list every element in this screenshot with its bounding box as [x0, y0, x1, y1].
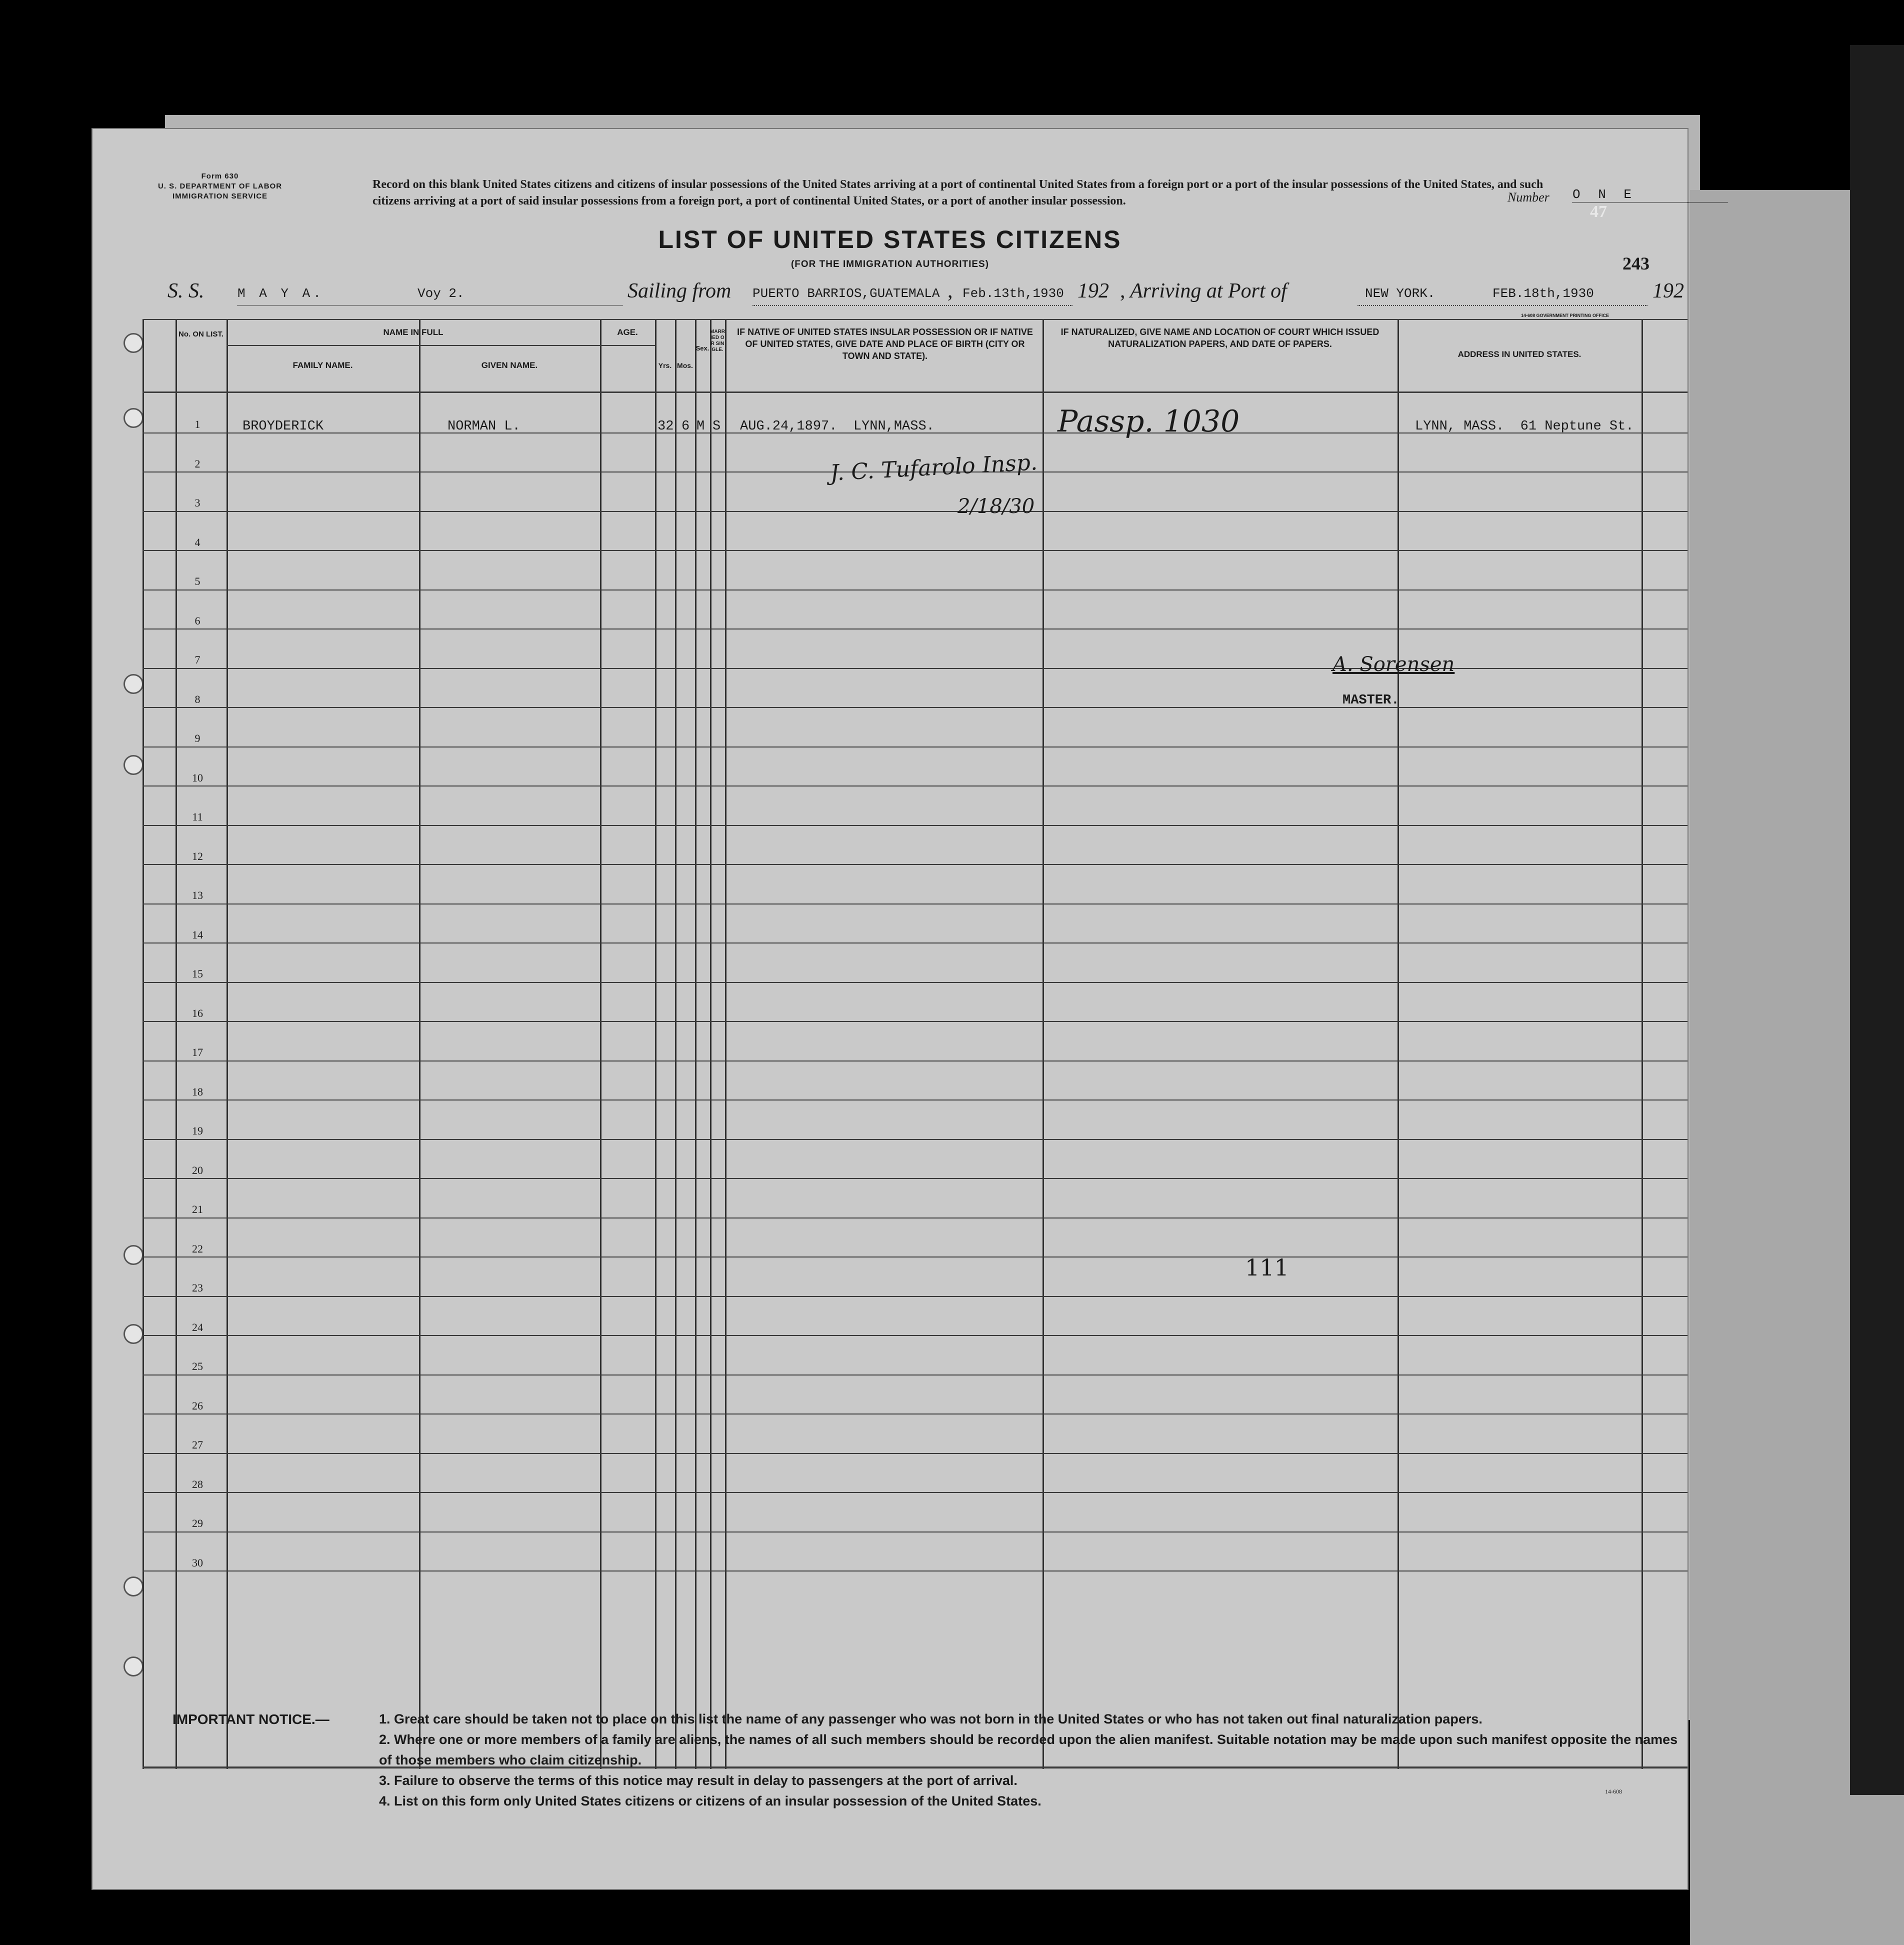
- row-line: [142, 1021, 1688, 1022]
- page-subtitle: (FOR THE IMMIGRATION AUTHORITIES): [790, 259, 990, 270]
- header-naturalized: IF NATURALIZED, GIVE NAME AND LOCATION OF COURT WHICH ISSUED NATURALIZATION PAPERS, AND DATE OF PAPERS.: [1060, 327, 1380, 349]
- row-number: 10: [192, 771, 203, 784]
- punch-hole: [124, 1324, 144, 1344]
- arriving-label: Arriving at Port of: [1130, 280, 1287, 302]
- row-number: 15: [192, 968, 203, 980]
- header-sex: Sex.: [696, 344, 710, 352]
- row-line: [142, 1453, 1688, 1454]
- row1-given-name: NORMAN L.: [448, 419, 520, 434]
- row-line: [142, 550, 1688, 551]
- row-number: 30: [192, 1556, 203, 1569]
- row-number: 21: [192, 1203, 203, 1216]
- inspector-signature: J. C. Tufarolo Insp.: [829, 450, 1038, 486]
- row1-naturalization: Passp. 1030: [1058, 404, 1240, 439]
- footer-code: 14-608: [1605, 1788, 1622, 1795]
- row-line: [142, 942, 1688, 944]
- sailing-label: Sailing from: [628, 280, 732, 302]
- row-number: 18: [192, 1085, 203, 1098]
- row-number: 7: [194, 654, 200, 666]
- manifest-table: [142, 313, 1688, 1769]
- row-line: [142, 1060, 1688, 1062]
- row1-marital: S: [712, 419, 721, 434]
- sailing-port: PUERTO BARRIOS,GUATEMALA: [752, 286, 940, 301]
- header-family-name: FAMILY NAME.: [292, 360, 353, 370]
- punch-hole: [124, 1656, 144, 1676]
- row1-family-name: BROYDERICK: [242, 419, 324, 434]
- row-number: 11: [192, 810, 203, 823]
- header-yrs: Yrs.: [658, 362, 672, 370]
- form-identifier: [152, 172, 288, 202]
- row-number: 13: [192, 889, 203, 902]
- sailing-dotted-line: [752, 305, 1072, 306]
- scan-border: [1850, 45, 1904, 1795]
- number-value: O N E: [1572, 187, 1728, 203]
- row-line: [142, 982, 1688, 983]
- row-number: 6: [194, 614, 200, 627]
- notice-item: 4. List on this form only United States citizens or citizens of an insular possession of the United States.: [379, 1794, 1042, 1808]
- row-number: 20: [192, 1164, 203, 1176]
- header-name-in-full: NAME IN FULL: [383, 328, 444, 337]
- row1-age-months: 6: [682, 419, 690, 434]
- ship-dotted-line: [238, 305, 622, 306]
- header-address: ADDRESS IN UNITED STATES.: [1458, 350, 1582, 359]
- punch-hole: [124, 755, 144, 775]
- voyage-number: Voy 2.: [418, 286, 464, 301]
- row-line: [142, 1139, 1688, 1140]
- punch-hole: [124, 333, 144, 353]
- notice-item: 2. Where one or more members of a family are aliens, the names of all such members should be recorded upon the alien manifest. Suitable notation may be made upon such manifest opposite the names of those members who claim citizenship.: [379, 1732, 1678, 1768]
- voyage-line: S. S. M A Y A. Voy 2. Sailing from PUERTO BARRIOS,GUATEMALA , Feb.13th,1930 192 , Arriving at Port of NEW YORK. FEB.18th,1930 192: [168, 279, 1688, 310]
- row-number: 26: [192, 1399, 203, 1412]
- row-line: [142, 746, 1688, 748]
- master-signature: A. Sorensen: [1332, 653, 1455, 676]
- arriving-port: NEW YORK.: [1365, 286, 1436, 301]
- row-number: 23: [192, 1282, 203, 1294]
- row-line: [142, 1374, 1688, 1376]
- row-number: 25: [192, 1360, 203, 1372]
- row1-birth: AUG.24,1897. LYNN,MASS.: [740, 419, 934, 434]
- record-instruction: Record on this blank United States citizens and citizens of insular possessions of the United States arriving at a port of continental United States from a foreign port or a port of the insular possessions of the United States, and such citizens arriving at a port of said insular possessions from a foreign port, a port of continental United States, or a port of another insular possession.: [372, 178, 1544, 208]
- row1-age-years: 32: [658, 419, 674, 434]
- row-line: [142, 1335, 1688, 1336]
- adjacent-page-number: 47: [1590, 202, 1607, 221]
- row-line: [142, 1256, 1688, 1258]
- row-number: 28: [192, 1478, 203, 1490]
- number-label: Number: [1508, 190, 1550, 204]
- notice-item: 1. Great care should be taken not to place on this list the name of any passenger who was not born in the United States or who has not taken out final naturalization papers.: [379, 1712, 1482, 1726]
- header-birth: IF NATIVE OF UNITED STATES INSULAR POSSESSION OR IF NATIVE OF UNITED STATES, GIVE DATE AND PLACE OF BIRTH (CITY OR TOWN AND STATE).: [737, 327, 1033, 361]
- row-line: [142, 864, 1688, 865]
- punch-hole: [124, 1245, 144, 1265]
- row1-address: LYNN, MASS. 61 Neptune St.: [1415, 419, 1634, 434]
- row-line: [142, 825, 1688, 826]
- row-number: 3: [194, 496, 200, 509]
- arriving-date: FEB.18th,1930: [1492, 286, 1594, 301]
- row-line: [142, 1178, 1688, 1179]
- ss-label: S. S.: [168, 280, 204, 302]
- row-number: 24: [192, 1320, 203, 1334]
- punch-hole: [124, 408, 144, 428]
- row-number: 19: [192, 1124, 203, 1137]
- header-mos: Mos.: [677, 362, 693, 370]
- punch-hole: [124, 674, 144, 694]
- row-line: [142, 1296, 1688, 1297]
- page-title: LIST OF UNITED STATES CITIZENS: [658, 226, 1122, 254]
- header-no-on-list: No. ON LIST.: [178, 330, 224, 338]
- page-number: 243: [1622, 254, 1650, 274]
- service-name: IMMIGRATION SERVICE: [172, 192, 268, 200]
- row-line: [142, 707, 1688, 708]
- inspector-date: 2/18/30: [958, 495, 1035, 518]
- sailing-date: Feb.13th,1930: [962, 286, 1064, 301]
- row-number: 12: [192, 850, 203, 862]
- department-name: U. S. DEPARTMENT OF LABOR: [158, 182, 282, 190]
- notice-lead: IMPORTANT NOTICE.—: [172, 1712, 330, 1727]
- notice-items: [379, 1709, 1679, 1812]
- row-number: 1: [194, 418, 200, 430]
- row-line: [142, 1492, 1688, 1493]
- row-number: 8: [194, 692, 200, 706]
- row-number: 29: [192, 1517, 203, 1530]
- arriving-dotted-line: [1358, 305, 1648, 306]
- row-number: 16: [192, 1006, 203, 1020]
- row1-sex: M: [696, 419, 705, 434]
- row-line: [142, 511, 1688, 512]
- punch-hole: [124, 1576, 144, 1596]
- manifest-page: [92, 129, 1688, 1889]
- row-number: 4: [194, 536, 200, 548]
- row-number: 2: [194, 457, 200, 470]
- stamp-number: 111: [1245, 1254, 1289, 1281]
- row-line: [142, 668, 1688, 669]
- row-number: 14: [192, 928, 203, 941]
- row-line: [142, 628, 1688, 630]
- year-prefix-2: 192: [1652, 280, 1684, 302]
- header-age: AGE.: [617, 328, 638, 337]
- row-number: 9: [194, 732, 200, 744]
- row-number: 17: [192, 1046, 203, 1058]
- form-number: Form 630: [201, 172, 239, 180]
- row-number: 22: [192, 1242, 203, 1255]
- header-married: MARRIED OR SINGLE.: [710, 329, 725, 352]
- year-prefix-1: 192: [1078, 280, 1109, 302]
- ship-name: M A Y A.: [238, 286, 324, 301]
- row-line: [142, 1570, 1688, 1572]
- printer-mark: 14-608 GOVERNMENT PRINTING OFFICE: [1520, 313, 1610, 318]
- master-label: MASTER.: [1342, 693, 1400, 708]
- row-number: 5: [194, 575, 200, 588]
- header-given-name: GIVEN NAME.: [481, 360, 538, 370]
- notice-item: 3. Failure to observe the terms of this notice may result in delay to passengers at the port of arrival.: [379, 1773, 1018, 1788]
- row-number: 27: [192, 1438, 203, 1451]
